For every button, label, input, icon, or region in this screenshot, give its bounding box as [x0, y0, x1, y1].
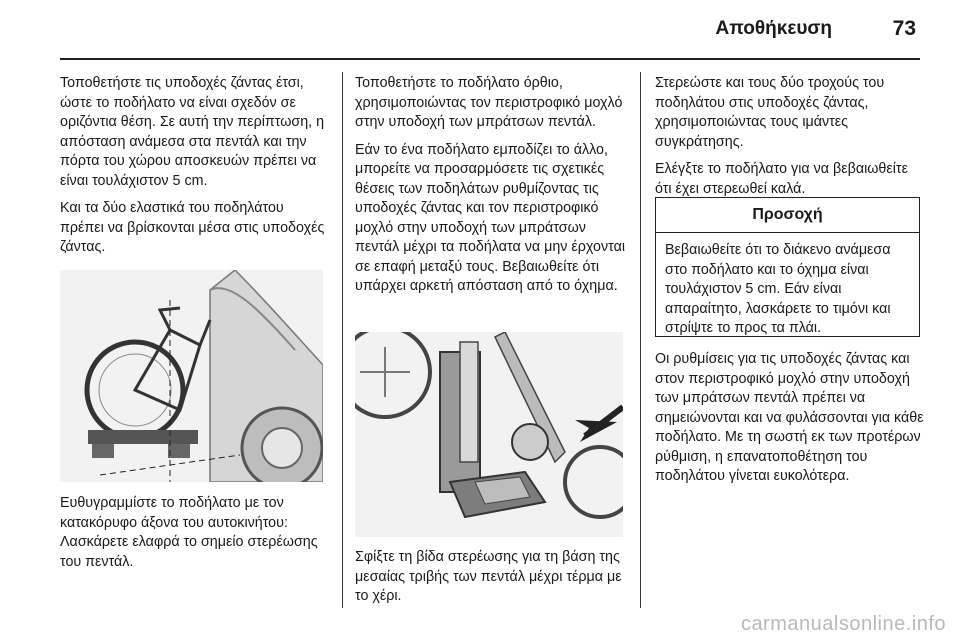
caution-text: Βεβαιωθείτε ότι το διάκενο ανάμεσα στο ποδήλατο και το όχημα είναι τουλάχιστον 5 cm. Εάν είναι απαραίτητο, λασκάρετε το τιμόνι και στρίψτε το προς τα πλάι. [665, 242, 891, 336]
figure-caption-2 [355, 548, 625, 615]
figure-caption-1 [60, 494, 328, 580]
watermark: carmanualsonline.info [740, 613, 946, 635]
bike-carrier-drawing [60, 270, 323, 482]
paragraph: Ελέγξτε το ποδήλατο για να βεβαιωθείτε ότι έχει στερεωθεί καλά. [655, 161, 908, 197]
paragraph: Οι ρυθμίσεις για τις υποδοχές ζάντας και στον περιστροφικό μοχλό στην υποδοχή των μπράτσων πεντάλ πρέπει να σημειώνονται και να φυλάσσονται για κάθε ποδήλατο. Με τη σωστή εκ των προτέρων ρύθμιση, η επανατοποθέτηση του ποδηλάτου γίνεται ευκολότερα. [655, 351, 924, 484]
column-right-lower [655, 350, 925, 495]
section-title: Αποθήκευση [715, 18, 832, 39]
caption-text: Ευθυγραμμίστε το ποδήλατο με τον κατακόρυφο άξονα του αυτοκινήτου: Λασκάρετε ελαφρά το σημείο στερέωσης του πεντάλ. [60, 495, 318, 570]
paragraph: Στερεώστε και τους δύο τροχούς του ποδηλάτου στις υποδοχές ζάντας, χρησιμοποιώντας τους ιμάντες συγκράτησης. [655, 75, 885, 150]
pedal-mount-illustration [355, 332, 623, 537]
column-divider [640, 72, 641, 608]
paragraph: Και τα δύο ελαστικά του ποδηλάτου πρέπει να βρίσκονται μέσα στις υποδοχές ζάντας. [60, 200, 325, 255]
pedal-mount-drawing [355, 332, 623, 537]
header-divider [60, 58, 920, 60]
caution-box [655, 197, 920, 337]
paragraph: Τοποθετήστε το ποδήλατο όρθιο, χρησιμοποιώντας τον περιστροφικό μοχλό στην υποδοχή των μπράτσων πεντάλ. [355, 75, 623, 130]
bike-carrier-illustration [60, 270, 323, 482]
column-middle [355, 74, 625, 305]
page-number: 73 [892, 17, 916, 40]
column-left [60, 74, 328, 266]
column-divider [342, 72, 343, 608]
caption-text: Σφίξτε τη βίδα στερέωσης για τη βάση της μεσαίας τριβής των πεντάλ μέχρι τέρμα με το χέρι. [355, 549, 622, 604]
caution-title: Προσοχή [656, 198, 919, 233]
paragraph: Τοποθετήστε τις υποδοχές ζάντας έτσι, ώστε το ποδήλατο να είναι σχεδόν σε οριζόντια θέση. Σε αυτή την περίπτωση, η απόσταση ανάμεσα στα πεντάλ και την πόρτα του χώρου αποσκευών πρέπει να είναι τουλάχιστον 5 cm. [60, 75, 325, 189]
paragraph: Εάν το ένα ποδήλατο εμποδίζει το άλλο, μπορείτε να προσαρμόσετε τις σχετικές θέσεις των ποδηλάτων ρυθμίζοντας τις υποδοχές ζάντας και τον περιστροφικό μοχλό στην υποδοχή των μπράτσων πεντάλ μέχρι τα ποδήλατα να μην έρχονται σε επαφή μεταξύ τους. Βεβαιωθείτε ότι υπάρχει αρκετή απόσταση από το όχημα. [355, 141, 626, 294]
column-right [655, 74, 925, 207]
